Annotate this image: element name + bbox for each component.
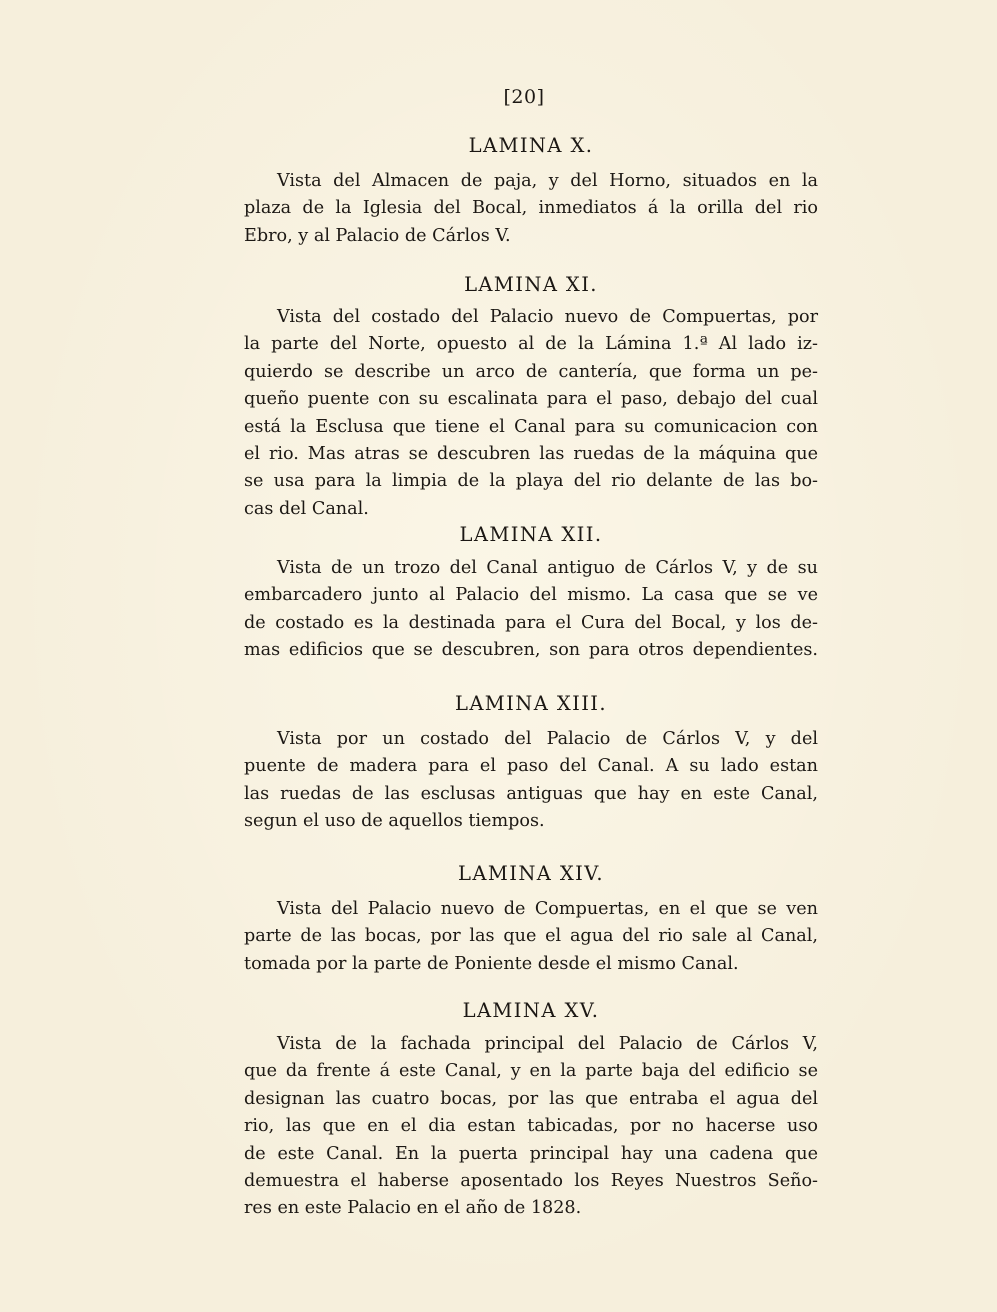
section-heading: LAMINA XII.: [459, 523, 603, 546]
paragraph-line: Vista de la fachada principal del Palacio de Cárlos V,: [277, 1034, 818, 1054]
section-paragraph: [244, 1031, 818, 1223]
paragraph-line: está la Esclusa que tiene el Canal para su comunicacion con: [244, 416, 818, 437]
paragraph-line: puente de madera para el paso del Canal. A su lado estan: [244, 756, 818, 777]
paragraph-line: Vista por un costado del Palacio de Cárlos V, y del: [277, 729, 818, 749]
paragraph-line: se usa para la limpia de la playa del rio delante de las bo-: [244, 471, 818, 492]
page-number: [20]: [503, 86, 545, 108]
paragraph-line: Vista del Almacen de paja, y del Horno, situados en la: [277, 171, 818, 191]
paragraph-line: tomada por la parte de Poniente desde el mismo Canal.: [244, 953, 739, 974]
section-paragraph: [244, 555, 818, 665]
paragraph-line: de costado es la destinada para el Cura del Bocal, y los de-: [244, 612, 818, 633]
paragraph-line: demuestra el haberse aposentado los Reyes Nuestros Seño-: [244, 1171, 818, 1192]
paragraph-line: Vista de un trozo del Canal antiguo de Cárlos V, y de su: [277, 558, 818, 578]
section-paragraph: [244, 896, 818, 978]
section-heading: LAMINA XV.: [462, 999, 600, 1022]
paragraph-line: rio, las que en el dia estan tabicadas, por no hacerse uso: [244, 1116, 818, 1137]
paragraph-line: de este Canal. En la puerta principal hay una cadena que: [244, 1143, 818, 1164]
paragraph-line: las ruedas de las esclusas antiguas que hay en este Canal,: [244, 783, 818, 804]
paragraph-line: plaza de la Iglesia del Bocal, inmediatos á la orilla del rio: [244, 198, 818, 219]
paragraph-line: segun el uso de aquellos tiempos.: [244, 811, 545, 832]
paragraph-line: Vista del Palacio nuevo de Compuertas, en el que se ven: [277, 899, 818, 919]
paragraph-line: Ebro, y al Palacio de Cárlos V.: [244, 225, 511, 246]
paragraph-line: mas edificios que se descubren, son para otros dependientes.: [244, 640, 818, 661]
paragraph-line: designan las cuatro bocas, por las que entraba el agua del: [244, 1088, 818, 1109]
paragraph-line: queño puente con su escalinata para el paso, debajo del cual: [244, 389, 818, 410]
section-paragraph: [244, 304, 818, 523]
section-paragraph: [244, 726, 818, 836]
paragraph-line: el rio. Mas atras se descubren las ruedas de la máquina que: [244, 444, 818, 465]
paragraph-line: la parte del Norte, opuesto al de la Lámina 1.ª Al lado iz-: [244, 334, 818, 355]
paragraph-line: Vista del costado del Palacio nuevo de Compuertas, por: [277, 307, 818, 327]
paragraph-line: parte de las bocas, por las que el agua del rio sale al Canal,: [244, 926, 818, 947]
paragraph-line: embarcadero junto al Palacio del mismo. La casa que se ve: [244, 585, 818, 606]
section-paragraph: [244, 168, 818, 250]
paragraph-line: res en este Palacio en el año de 1828.: [244, 1198, 582, 1219]
section-heading: LAMINA XIV.: [458, 862, 604, 885]
section-heading: LAMINA XIII.: [454, 692, 608, 715]
paragraph-line: quierdo se describe un arco de cantería, que forma un pe-: [244, 361, 818, 382]
paragraph-line: que da frente á este Canal, y en la parte baja del edificio se: [244, 1061, 818, 1082]
paragraph-line: cas del Canal.: [244, 498, 369, 519]
section-heading: LAMINA XI.: [464, 273, 598, 296]
section-heading: LAMINA X.: [468, 134, 594, 157]
